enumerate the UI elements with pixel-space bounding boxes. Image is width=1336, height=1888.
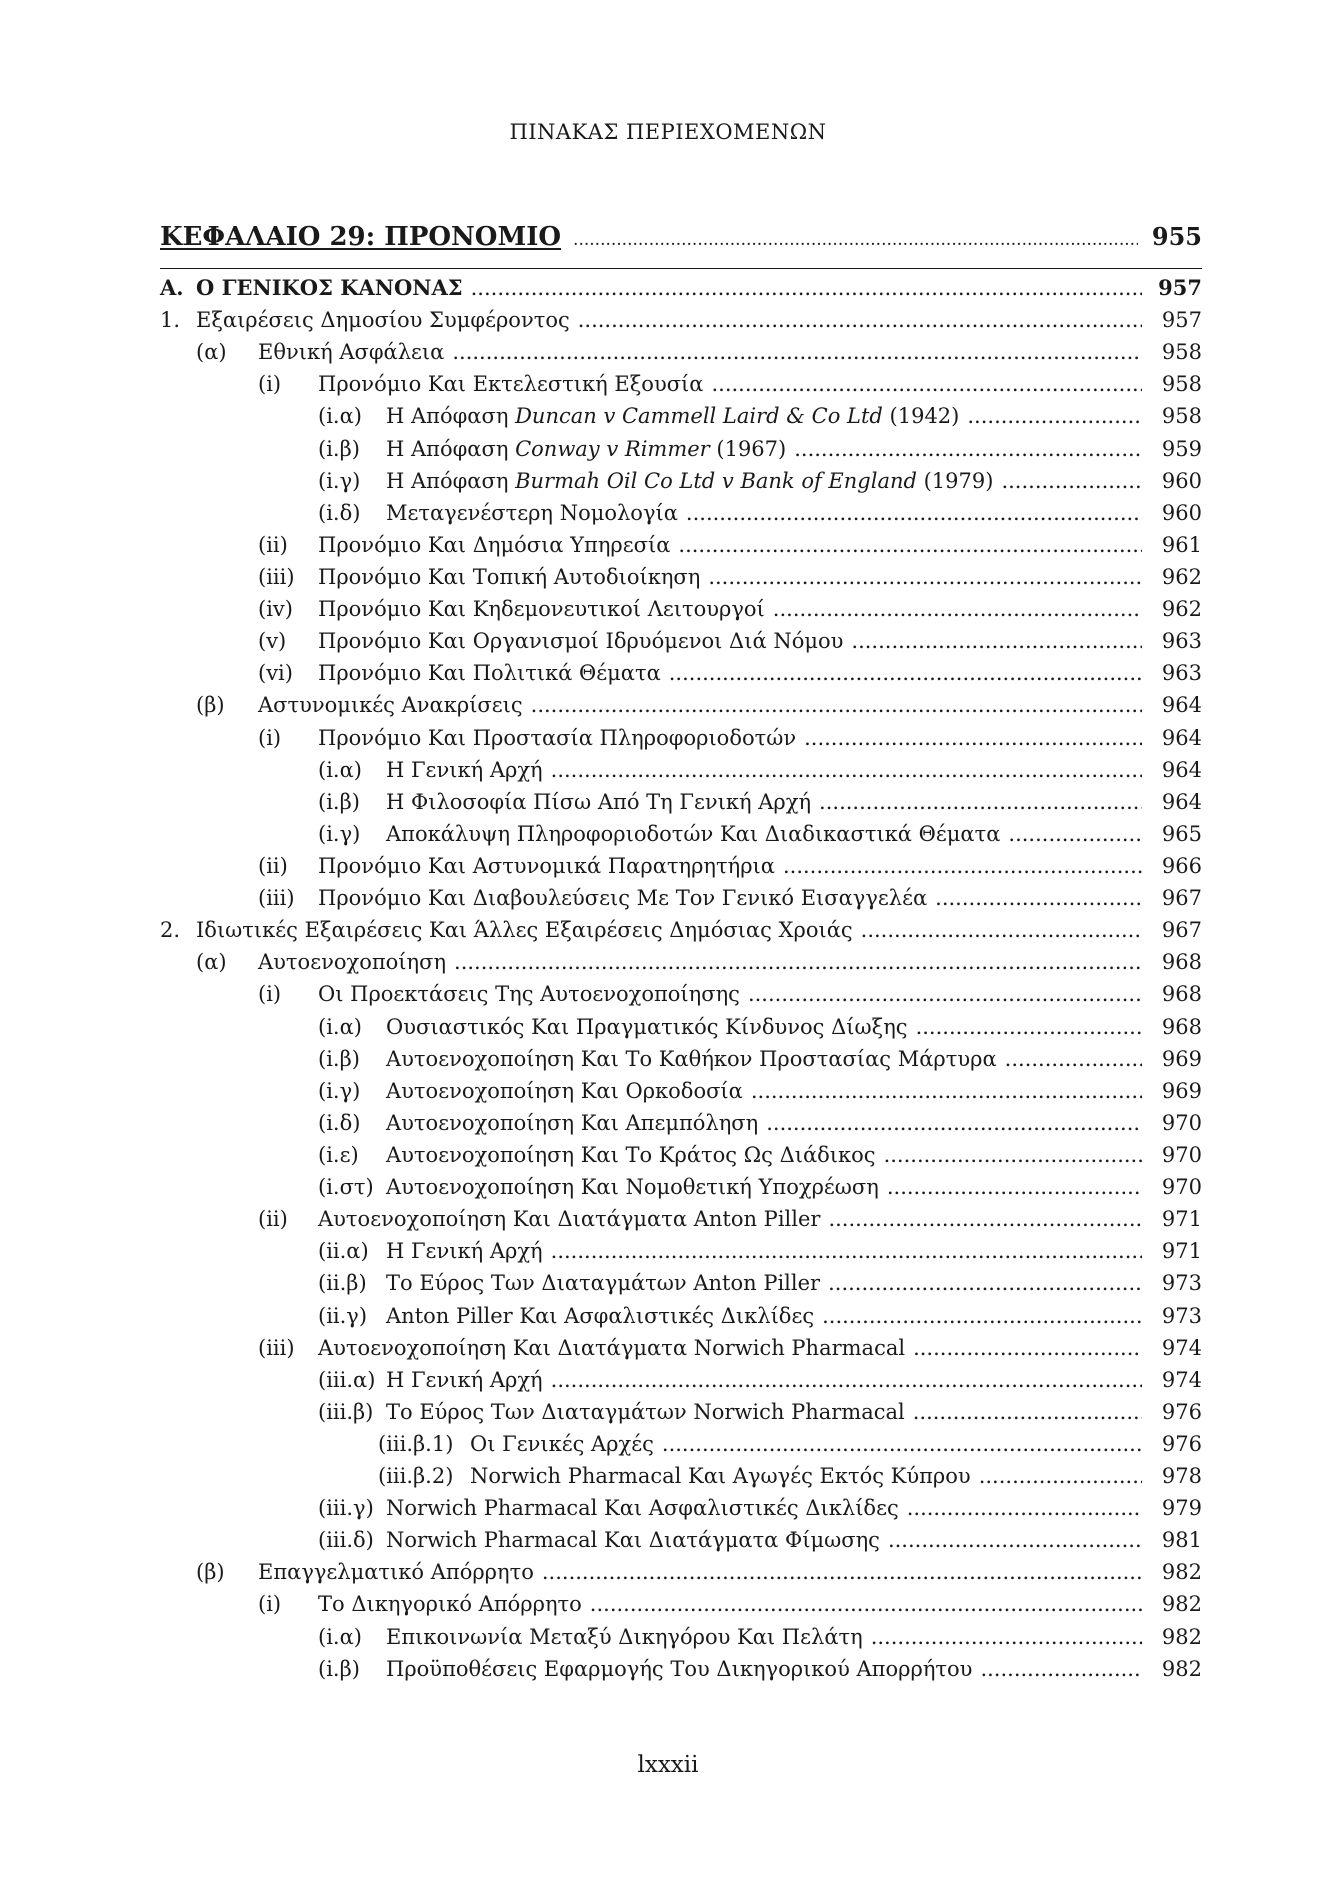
dot-leader [979,1460,1142,1492]
toc-entry [160,914,1202,946]
toc-entry-page: 982 [1161,1624,1202,1649]
toc-entry-page: 970 [1161,1110,1202,1135]
toc-entry-page: 964 [1161,725,1202,750]
toc-entry-title: Οι Προεκτάσεις Της Αυτοενοχοποίησης [318,982,740,1007]
dot-leader [578,304,1142,336]
toc-entry-number: (ii) [258,1207,288,1232]
toc-entry [160,657,1202,689]
dot-leader [935,882,1142,914]
case-year: (1979) [916,468,994,493]
dot-leader [819,786,1142,818]
toc-title-part: Η Απόφαση [386,468,516,493]
toc-entry-number: (ii.α) [318,1239,369,1264]
toc-entry [160,1235,1202,1267]
toc-entry [160,593,1202,625]
dot-leader [542,1556,1142,1588]
dot-leader [887,1171,1142,1203]
toc-entry-title: Η Γενική Αρχή [386,757,543,782]
dot-leader [822,1300,1142,1332]
toc-entry-title: Αστυνομικές Ανακρίσεις [258,693,523,718]
toc-entry-page: 971 [1161,1239,1202,1264]
dot-leader [662,1428,1142,1460]
dot-leader [551,754,1142,786]
toc-entry-number: (v) [258,629,287,654]
toc-entry [160,946,1202,978]
toc-entry [160,818,1202,850]
toc-entry-number: (i.γ) [318,821,361,846]
toc-entry-page: 967 [1161,886,1202,911]
toc-entry-number: (β) [196,1560,225,1585]
dot-leader [1005,1043,1142,1075]
toc-entry-title: Προνόμιο Και Αστυνομικά Παρατηρητήρια [318,853,775,878]
toc-entry [160,1043,1202,1075]
toc-entry-number: (i.στ) [318,1175,374,1200]
dot-leader [773,593,1142,625]
toc-entry-number: (i) [258,982,282,1007]
toc-entry-title: Anton Piller Και Ασφαλιστικές Δικλίδες [386,1303,815,1328]
dot-leader [967,400,1142,432]
toc-entry-number: (iii.β.2) [378,1464,454,1489]
toc-entry [160,850,1202,882]
page-folio: lxxxii [637,1752,699,1778]
toc-entry [160,1621,1202,1653]
toc-entry-title: Ουσιαστικός Και Πραγματικός Κίνδυνος Δίωξης [386,1014,908,1039]
dot-leader [669,657,1142,689]
toc-entry-title: Η Γενική Αρχή [386,1367,543,1392]
toc-entry-page: 957 [1158,275,1202,300]
toc-entry-page: 960 [1161,468,1202,493]
dot-leader [454,946,1142,978]
toc-entry-title: Norwich Pharmacal Και Ασφαλιστικές Δικλίδες [386,1496,899,1521]
dot-leader [907,1492,1142,1524]
dot-leader [913,1396,1142,1428]
toc-entry-number: (i.β) [318,1656,360,1681]
dot-leader [748,978,1142,1010]
toc-entry [160,689,1202,721]
toc-entry-number: (i.δ) [318,1110,361,1135]
toc-entry-title: Μεταγενέστερη Νομολογία [386,500,678,525]
toc-entry-title: Αυτοενοχοποίηση Και Το Κράτος Ως Διάδικος [386,1142,876,1167]
toc-entry-page: 959 [1161,436,1202,461]
toc-entry [160,722,1202,754]
toc-entry-title: Η Φιλοσοφία Πίσω Από Τη Γενική Αρχή [386,789,812,814]
toc-entry-page: 968 [1161,1014,1202,1039]
toc-entry-title: Επικοινωνία Μεταξύ Δικηγόρου Και Πελάτη [386,1624,863,1649]
dot-leader [888,1524,1142,1556]
toc-entry-title [386,465,993,497]
toc-entry-page: 973 [1161,1303,1202,1328]
toc-entry-number: (iii.δ) [318,1528,374,1553]
toc-entry-page: 957 [1161,308,1202,333]
toc-entry-number: (i.α) [318,757,362,782]
toc-entry [160,433,1202,465]
dot-leader [551,1364,1142,1396]
toc-entry-page: 968 [1161,982,1202,1007]
toc-entry [160,882,1202,914]
toc-entry [160,1588,1202,1620]
toc-entry [160,1300,1202,1332]
toc-entry [160,1492,1202,1524]
dot-leader [471,272,1142,304]
toc-entry-page: 979 [1161,1496,1202,1521]
toc-entry-number: (i) [258,1592,282,1617]
chapter-heading [160,222,1202,252]
toc-entry-title: Προνόμιο Και Τοπική Αυτοδιοίκηση [318,564,701,589]
dot-leader [551,1235,1142,1267]
dot-leader [828,1203,1142,1235]
toc-entry-title: Αυτοενοχοποίηση Και Διατάγματα Norwich Pharmacal [318,1335,906,1360]
dot-leader [711,368,1142,400]
toc-entry-number: (vi) [258,661,293,686]
toc-entry-number: (i.α) [318,404,362,429]
dot-leader [531,689,1142,721]
toc-entry-title [386,433,786,465]
toc-title-part: Η Απόφαση [386,404,516,429]
toc-entry [160,754,1202,786]
dot-leader [828,1267,1142,1299]
toc-entry-title: Προνόμιο Και Πολιτικά Θέματα [318,661,661,686]
toc-entry [160,304,1202,336]
toc-entry-page: 976 [1161,1431,1202,1456]
dot-leader [573,230,1138,250]
toc-entry-number: (ii) [258,532,288,557]
toc-entry-title: Εξαιρέσεις Δημοσίου Συμφέροντος [196,308,570,333]
toc-entry-number: (α) [196,340,227,365]
toc-entry-title: Αυτοενοχοποίηση Και Ορκοδοσία [386,1078,743,1103]
toc-entry-number: (i.α) [318,1014,362,1039]
toc-entry-title: Το Εύρος Των Διαταγμάτων Anton Piller [386,1271,821,1296]
case-year: (1942) [882,404,960,429]
toc-entry-number: (iii.α) [318,1367,376,1392]
toc-entry-page: 960 [1161,500,1202,525]
toc-entry-title: Norwich Pharmacal Και Διατάγματα Φίμωσης [386,1528,880,1553]
toc-entry-title: Το Εύρος Των Διαταγμάτων Norwich Pharmacal [386,1399,905,1424]
toc-entry-page: 982 [1161,1560,1202,1585]
toc-entry-page: 964 [1161,757,1202,782]
chapter-title: ΚΕΦΑΛΑΙΟ 29: ΠΡΟΝΟΜΙΟ [160,222,562,252]
toc-entry-number: (iii) [258,886,295,911]
toc-entry-title [386,400,959,432]
toc-entry-number: (ii.β) [318,1271,367,1296]
toc-entry-number: (i.β) [318,1046,360,1071]
toc-entry-title: Αυτοενοχοποίηση Και Απεμπόληση [386,1110,759,1135]
toc-entry-number: (i.ε) [318,1142,359,1167]
toc-entry [160,497,1202,529]
toc-entry-title: Αυτοενοχοποίηση Και Νομοθετική Υποχρέωση [386,1175,879,1200]
case-name: Burmah Oil Co Ltd v Bank of England [515,468,917,493]
toc-entry-number: Α. [160,275,184,300]
dot-leader [916,1011,1142,1043]
toc-entry-title: Αποκάλυψη Πληροφοριοδοτών Και Διαδικαστικά Θέματα [386,821,1001,846]
toc-entry-title: Προνόμιο Και Προστασία Πληροφοριοδοτών [318,725,797,750]
toc-entry-title: Επαγγελματικό Απόρρητο [258,1560,534,1585]
toc-entry [160,368,1202,400]
toc-entry [160,1107,1202,1139]
toc-entry-page: 964 [1161,693,1202,718]
toc-entry [160,1653,1202,1685]
toc-entry-number: (iii.γ) [318,1496,374,1521]
toc-entry-page: 962 [1161,597,1202,622]
toc-entry [160,1332,1202,1364]
case-year: (1967) [709,436,787,461]
toc-entry-title: Εθνική Ασφάλεια [258,340,445,365]
dot-leader [884,1139,1142,1171]
running-head: ΠΙΝΑΚΑΣ ΠΕΡΙΕΧΟΜΕΝΩΝ [509,120,827,144]
toc-entry [160,1428,1202,1460]
dot-leader [804,722,1142,754]
chapter-page: 955 [1151,222,1202,251]
toc-entry [160,272,1202,304]
toc-entry-page: 969 [1161,1046,1202,1071]
toc-entry [160,786,1202,818]
toc-entry-page: 958 [1161,340,1202,365]
dot-leader [980,1653,1142,1685]
toc-entry [160,978,1202,1010]
toc-entry-page: 962 [1161,564,1202,589]
toc-entry-title: Ιδιωτικές Εξαιρέσεις Και Άλλες Εξαιρέσεις Δημόσιας Χροιάς [196,918,853,943]
toc-entry-number: (i) [258,725,282,750]
toc-entry-number: (ii.γ) [318,1303,368,1328]
toc-entry-page: 978 [1161,1464,1202,1489]
toc-entry-page: 964 [1161,789,1202,814]
toc-entry-number: (ii) [258,853,288,878]
dot-leader [851,625,1142,657]
dot-leader [590,1588,1142,1620]
toc-entry-page: 963 [1161,661,1202,686]
toc-entry [160,529,1202,561]
dot-leader [783,850,1142,882]
toc-entry [160,1460,1202,1492]
toc-entry-page: 963 [1161,629,1202,654]
toc-entry-page: 966 [1161,853,1202,878]
dot-leader [913,1332,1142,1364]
toc-entry [160,1364,1202,1396]
dot-leader [794,433,1142,465]
toc-entry-page: 958 [1161,404,1202,429]
toc-entry-number: (α) [196,950,227,975]
toc-entry-number: (i.γ) [318,1078,361,1103]
dot-leader [861,914,1142,946]
toc-entry-number: (i.δ) [318,500,361,525]
toc-entry [160,400,1202,432]
toc-entry-page: 976 [1161,1399,1202,1424]
toc-entry-title: Norwich Pharmacal Και Αγωγές Εκτός Κύπρου [470,1464,971,1489]
toc-entry [160,561,1202,593]
toc-entry-page: 981 [1161,1528,1202,1553]
toc-entry-title: Οι Γενικές Αρχές [470,1431,654,1456]
toc-entry-page: 967 [1161,918,1202,943]
toc-entry-number: (i.β) [318,436,360,461]
toc-entry-number: (i.γ) [318,468,361,493]
dot-leader [1001,465,1142,497]
toc-entry-page: 982 [1161,1592,1202,1617]
toc-entry-page: 973 [1161,1271,1202,1296]
toc-entry-title: Αυτοενοχοποίηση Και Το Καθήκον Προστασίας Μάρτυρα [386,1046,997,1071]
toc-entry-title: Αυτοενοχοποίηση [258,950,447,975]
toc-entry-page: 982 [1161,1656,1202,1681]
toc-entry [160,465,1202,497]
toc-entry-page: 971 [1161,1207,1202,1232]
toc-entry-page: 961 [1161,532,1202,557]
toc-entry-title: Ο ΓΕΝΙΚΟΣ ΚΑΝΟΝΑΣ [196,275,463,300]
toc-entry-title: Προνόμιο Και Κηδεμονευτικοί Λειτουργοί [318,597,765,622]
toc-entry [160,336,1202,368]
toc-list [160,272,1202,1685]
toc-entry-title: Το Δικηγορικό Απόρρητο [318,1592,582,1617]
dot-leader [452,336,1142,368]
toc-entry-number: (i.β) [318,789,360,814]
toc-entry [160,1203,1202,1235]
toc-entry-page: 970 [1161,1175,1202,1200]
toc-entry-number: 2. [160,918,181,943]
toc-entry [160,1011,1202,1043]
toc-entry-number: (iv) [258,597,293,622]
toc-entry-page: 974 [1161,1335,1202,1360]
toc-entry-title: Προνόμιο Και Διαβουλεύσεις Με Τον Γενικό Εισαγγελέα [318,886,928,911]
toc-entry [160,1075,1202,1107]
dot-leader [871,1621,1142,1653]
toc-entry-number: (iii.β.1) [378,1431,454,1456]
dot-leader [686,497,1142,529]
dot-leader [766,1107,1142,1139]
toc-entry-number: (i) [258,372,282,397]
toc-entry-page: 969 [1161,1078,1202,1103]
toc-entry-title: Προνόμιο Και Οργανισμοί Ιδρυόμενοι Διά Νόμου [318,629,844,654]
toc-entry-page: 965 [1161,821,1202,846]
case-name: Duncan v Cammell Laird & Co Ltd [515,404,883,429]
toc-entry [160,625,1202,657]
case-name: Conway v Rimmer [515,436,710,461]
toc-title-part: Η Απόφαση [386,436,516,461]
dot-leader [751,1075,1142,1107]
toc-entry-title: Η Γενική Αρχή [386,1239,543,1264]
toc-entry [160,1524,1202,1556]
toc-entry-page: 970 [1161,1142,1202,1167]
toc-entry-number: (β) [196,693,225,718]
dot-leader [678,529,1142,561]
heading-rule [160,268,1202,269]
dot-leader [1008,818,1142,850]
toc-entry-number: (i.α) [318,1624,362,1649]
toc-entry [160,1267,1202,1299]
toc-entry-page: 958 [1161,372,1202,397]
toc-entry-page: 968 [1161,950,1202,975]
toc-entry-title: Προϋποθέσεις Εφαρμογής Του Δικηγορικού Απορρήτου [386,1656,973,1681]
toc-entry-number: (iii) [258,1335,295,1360]
toc-entry-number: 1. [160,308,181,333]
toc-entry-title: Προνόμιο Και Εκτελεστική Εξουσία [318,372,704,397]
toc-entry-title: Αυτοενοχοποίηση Και Διατάγματα Anton Piller [318,1207,821,1232]
toc-entry [160,1139,1202,1171]
toc-entry [160,1556,1202,1588]
toc-entry-number: (iii.β) [318,1399,374,1424]
toc-entry [160,1171,1202,1203]
toc-entry [160,1396,1202,1428]
toc-entry-page: 974 [1161,1367,1202,1392]
toc-entry-number: (iii) [258,564,295,589]
toc-entry-title: Προνόμιο Και Δημόσια Υπηρεσία [318,532,671,557]
dot-leader [708,561,1142,593]
